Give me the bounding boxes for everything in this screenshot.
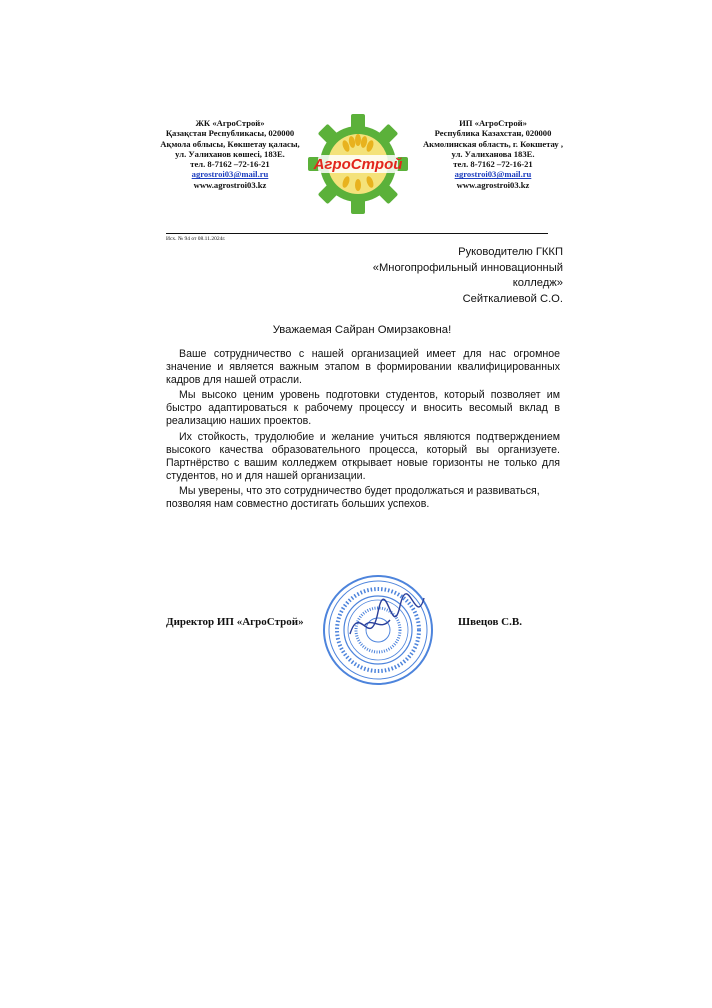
body-paragraph: Ваше сотрудничество с нашей организацией имеет для нас огромное значение и является важным этапом в формировании квалифицированных кадров для нашей отрасли. [166, 348, 560, 387]
signatory-name: Швецов С.В. [458, 616, 522, 628]
official-seal-stamp [320, 572, 436, 688]
logo-text: АгроСтрой [313, 156, 403, 173]
body-paragraph: Мы уверены, что это сотрудничество будет продолжаться и развиваться, позволяя нам совместно достигать больших успехов. [166, 484, 540, 511]
letterhead-left [150, 118, 310, 190]
agrostroi-logo [306, 112, 410, 216]
letterhead-right-website: www.agrostroi03.kz [456, 179, 530, 190]
letterhead-right-email-link[interactable]: agrostroi03@mail.ru [454, 169, 532, 180]
letterhead-left-website: www.agrostroi03.kz [193, 179, 267, 190]
letterhead-right-line4: ул. Уалиханова 183Е. [451, 148, 535, 159]
letterhead-right-line1: ИП «АгроСтрой» [459, 118, 527, 128]
addressee-line3: колледж» [512, 277, 563, 290]
letterhead-right-line2: Республика Казахстан, 020000 [434, 128, 552, 139]
body-paragraph: Мы высоко ценим уровень подготовки студентов, который позволяет им быстро адаптироваться к рабочему процессу и вносить весомый вклад в реализацию наших проектов. [166, 389, 560, 428]
header-divider [166, 233, 548, 234]
addressee-line4: Сейткалиевой С.О. [462, 292, 563, 305]
addressee-line1: Руководителю ГККП [458, 246, 563, 258]
letterhead-right [418, 118, 568, 190]
letterhead-left-line3: Ақмола облысы, Көкшетау қаласы, [160, 138, 300, 149]
addressee-line2: «Многопрофильный инновационный [372, 261, 563, 274]
letterhead-left-email-link[interactable]: agrostroi03@mail.ru [191, 169, 269, 180]
salutation: Уважаемая Сайран Омирзаковна! [272, 324, 452, 336]
letterhead-left-line4: ул. Уалиханов көшесі, 183Е. [175, 148, 285, 159]
outgoing-reference: Исх. № 94 от 08.11.2024г. [166, 236, 226, 242]
letterhead-left-line1: ЖК «АгроСтрой» [195, 118, 265, 128]
body-paragraph: Их стойкость, трудолюбие и желание учиться являются подтверждением высокого качества образовательного процесса, который вы организуете. Партнёрство с вашим колледжем открывает новые горизонты не только для студентов, но и для нашей организации. [166, 430, 560, 482]
letterhead-left-line2: Қазақстан Республикасы, 020000 [165, 128, 295, 139]
letterhead-left-phone: тел. 8-7162 –72-16-21 [190, 159, 270, 170]
addressee-block [360, 245, 563, 307]
letter-body [166, 348, 560, 513]
letterhead-right-line3: Акмолинская область, г. Кокшетау , [422, 138, 564, 149]
signatory-position: Директор ИП «АгроСтрой» [166, 616, 304, 628]
letterhead-right-phone: тел. 8-7162 –72-16-21 [453, 159, 533, 170]
